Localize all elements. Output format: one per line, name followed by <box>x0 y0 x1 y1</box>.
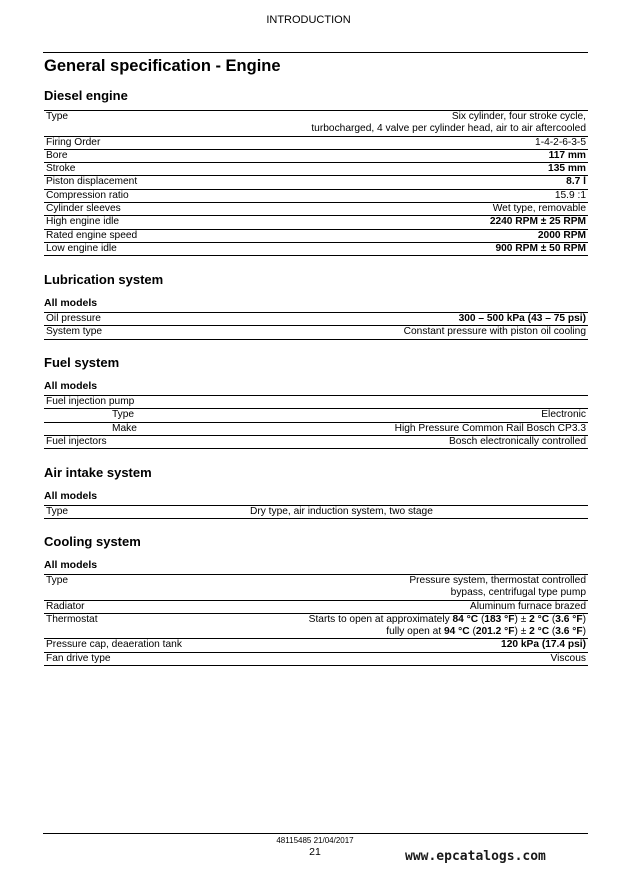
section-title-lubrication: Lubrication system <box>44 272 164 287</box>
row-value: Bosch electronically controlled <box>448 435 586 447</box>
row-value: 2000 RPM <box>537 229 586 241</box>
row-value: 135 mm <box>548 163 586 175</box>
row-value: Aluminum furnace brazed <box>469 600 586 612</box>
table-row <box>44 176 588 189</box>
row-label: System type <box>46 326 103 338</box>
table-row <box>44 136 588 149</box>
table-row <box>44 189 588 202</box>
table-row <box>44 229 588 242</box>
table-row <box>44 600 588 613</box>
row-label: Type <box>46 506 69 517</box>
footer-rule <box>43 833 588 834</box>
row-label: Type <box>46 111 69 122</box>
watermark-text: www.epcatalogs.com <box>405 849 546 864</box>
page-number: 21 <box>309 846 321 858</box>
row-value <box>222 396 588 409</box>
table-row <box>44 652 588 665</box>
row-label: Make <box>112 422 137 434</box>
row-label: Pressure cap, deaeration tank <box>46 639 182 651</box>
header-rule <box>43 52 588 53</box>
row-label: Thermostat <box>46 613 98 625</box>
table-row <box>44 435 588 448</box>
row-value: Starts to open at approximately 84 °C (183 °F) ± 2 °C (3.6 °F) fully open at 94 °C (201.2 °F) ± 2 °C (3.6 °F) <box>308 613 586 638</box>
row-value: 1-4-2-6-3-5 <box>535 136 586 148</box>
subhead-lubrication: All models <box>44 297 98 309</box>
table-row <box>44 613 588 639</box>
table-row <box>44 242 588 255</box>
row-label: Radiator <box>46 600 85 612</box>
table-row <box>44 149 588 162</box>
row-label: Fan drive type <box>46 652 111 664</box>
row-value: Pressure system, thermostat controlled bypass, centrifugal type pump <box>409 575 586 599</box>
row-value: 8.7 l <box>566 176 586 188</box>
row-value: High Pressure Common Rail Bosch CP3.3 <box>394 422 586 434</box>
running-head: INTRODUCTION <box>266 14 351 26</box>
table-row <box>44 216 588 229</box>
row-value: Six cylinder, four stroke cycle, turbocharged, 4 valve per cylinder head, air to air aftercooled <box>311 111 586 135</box>
section-title-air-intake: Air intake system <box>44 465 152 480</box>
lubrication-spec-table <box>44 312 588 340</box>
row-value: 117 mm <box>548 149 586 161</box>
subhead-fuel: All models <box>44 380 98 392</box>
row-value: 2240 RPM ± 25 RPM <box>489 216 586 228</box>
fuel-spec-table <box>44 395 588 449</box>
subhead-cooling: All models <box>44 559 98 571</box>
table-row <box>44 326 588 339</box>
row-value: Wet type, removable <box>492 203 586 215</box>
section-title-cooling: Cooling system <box>44 534 141 549</box>
diesel-spec-table <box>44 110 588 256</box>
section-title-diesel: Diesel engine <box>44 88 128 103</box>
row-label: Firing Order <box>46 136 101 148</box>
table-row <box>44 639 588 652</box>
cooling-spec-table <box>44 574 588 666</box>
row-label: Fuel injectors <box>46 435 107 447</box>
table-row <box>44 575 588 601</box>
table-row <box>44 506 588 519</box>
document-code: 48115485 21/04/2017 <box>276 836 354 845</box>
table-row <box>44 203 588 216</box>
row-label: Cylinder sleeves <box>46 203 121 215</box>
row-label: Oil pressure <box>46 313 101 324</box>
row-value: 120 kPa (17.4 psi) <box>501 639 586 651</box>
row-value: 900 RPM ± 50 RPM <box>495 242 586 254</box>
row-value: 15.9 :1 <box>554 189 586 201</box>
table-row <box>44 313 588 326</box>
row-value: Viscous <box>550 652 586 664</box>
section-title-fuel: Fuel system <box>44 355 120 370</box>
row-value: 300 – 500 kPa (43 – 75 psi) <box>458 313 586 324</box>
row-label: Low engine idle <box>46 242 117 254</box>
row-value: Dry type, air induction system, two stage <box>250 506 433 517</box>
row-label: Rated engine speed <box>46 229 138 241</box>
row-label: Fuel injection pump <box>46 396 135 407</box>
row-label: Type <box>112 409 135 421</box>
table-row <box>44 111 588 137</box>
row-label: Piston displacement <box>46 176 138 188</box>
page-title: General specification - Engine <box>44 57 281 75</box>
row-label: High engine idle <box>46 216 120 228</box>
table-row <box>44 163 588 176</box>
row-value: Electronic <box>541 409 586 421</box>
table-row <box>44 422 588 435</box>
row-label: Bore <box>46 149 68 161</box>
table-row <box>44 396 588 409</box>
air-intake-spec-table <box>44 505 588 519</box>
row-value: Constant pressure with piston oil cooling <box>403 326 586 338</box>
row-label: Stroke <box>46 163 76 175</box>
table-row <box>44 409 588 422</box>
subhead-air-intake: All models <box>44 490 98 502</box>
row-label: Compression ratio <box>46 189 129 201</box>
row-label: Type <box>46 575 69 586</box>
